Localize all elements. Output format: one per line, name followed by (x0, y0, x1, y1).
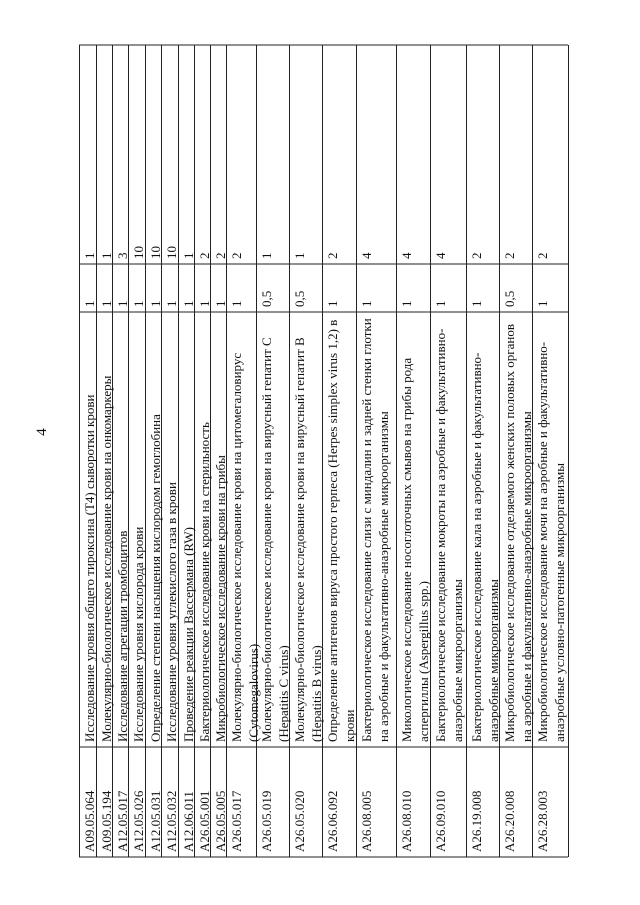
count-value: 2 (229, 252, 244, 259)
frequency-value: 1 (535, 300, 550, 307)
count-value: 4 (433, 252, 448, 259)
frequency-value: 1 (82, 300, 97, 307)
frequency-value: 0,5 (292, 290, 307, 307)
service-code: A26.05.017 (229, 790, 244, 852)
count-value: 1 (82, 252, 97, 259)
frequency-value: 0,5 (502, 290, 517, 307)
service-name: Молекулярно-биологическое исследование крови на вирусный гепатит С (Hepatitis C virus) (259, 337, 291, 742)
service-code: A26.05.020 (292, 790, 307, 852)
service-name: Микробиологическое исследование мочи на аэробные и факультативно-анаэробные условно-патогенные микроорганизмы (535, 341, 567, 742)
service-name: Исследование агрегации тромбоцитов (115, 530, 130, 742)
count-value: 2 (325, 252, 340, 259)
frequency-value: 1 (433, 300, 448, 307)
frequency-value: 1 (131, 300, 146, 307)
service-name: Молекулярно-биологическое исследование крови на цитомегаловирус (Cytomegalovirus) (229, 352, 261, 742)
count-value: 1 (99, 252, 114, 259)
service-code: A12.05.032 (164, 790, 179, 852)
count-value: 2 (197, 252, 212, 259)
count-value: 3 (115, 252, 130, 259)
count-value: 2 (213, 252, 228, 259)
count-value: 1 (181, 252, 196, 259)
frequency-value: 1 (99, 300, 114, 307)
service-name: Молекулярно-биологическое исследование крови на вирусный гепатит В (Hepatitis B virus) (292, 337, 324, 742)
service-name: Микробиологическое исследование крови на грибы (213, 455, 228, 742)
service-code: A26.06.092 (325, 790, 340, 852)
frequency-value: 1 (148, 300, 163, 307)
page-number: 4 (34, 428, 50, 436)
service-code: A26.05.019 (259, 790, 274, 852)
service-code: A26.05.005 (213, 790, 228, 852)
service-code: A12.05.031 (148, 790, 163, 852)
frequency-value: 1 (359, 300, 374, 307)
service-code: A12.05.026 (131, 790, 146, 852)
frequency-value: 0,5 (259, 290, 274, 307)
frequency-value: 1 (399, 300, 414, 307)
frequency-value: 1 (197, 300, 212, 307)
service-code: A26.08.010 (399, 790, 414, 852)
service-name: Проведение реакции Вассермана (RW) (181, 527, 196, 742)
service-name: Микологическое исследование носоглоточных смывов на грибы рода аспергиллы (Aspergillus spp.) (399, 357, 431, 742)
service-code: A12.05.017 (115, 790, 130, 852)
service-code: A26.28.003 (535, 790, 550, 852)
service-name: Бактериологическое исследование кала на аэробные и факультативно-анаэробные микроорганизмы (469, 352, 501, 742)
count-value: 10 (131, 246, 146, 259)
service-code: A26.19.008 (469, 790, 484, 852)
count-value: 2 (535, 252, 550, 259)
service-name: Бактериологическое исследование мокроты на аэробные и факультативно-анаэробные микроорганизмы (433, 328, 465, 742)
count-value: 4 (399, 252, 414, 259)
frequency-value: 1 (115, 300, 130, 307)
frequency-value: 1 (181, 300, 196, 307)
count-value: 10 (164, 246, 179, 259)
service-name: Исследование уровня углекислого газа в крови (164, 482, 179, 742)
count-value: 1 (292, 252, 307, 259)
service-code: A26.08.005 (359, 790, 374, 852)
service-code: A09.05.194 (99, 790, 114, 852)
service-name: Исследование уровня кислорода крови (131, 526, 146, 742)
service-code: A26.20.008 (502, 790, 517, 852)
service-name: Бактериологическое исследование крови на стерильность (197, 422, 212, 742)
service-name: Определение степени насыщения кислородом гемоглобина (148, 414, 163, 742)
frequency-value: 1 (229, 300, 244, 307)
count-value: 4 (359, 252, 374, 259)
service-code: A26.05.001 (197, 790, 212, 852)
service-code: A09.05.064 (82, 790, 97, 852)
service-code: A12.06.011 (181, 791, 196, 852)
count-value: 2 (502, 252, 517, 259)
service-name: Исследование уровня общего тироксина (Т4) сыворотки крови (82, 394, 97, 742)
count-value: 1 (259, 252, 274, 259)
frequency-value: 1 (213, 300, 228, 307)
service-name: Микробиологическое исследование отделяемого женских половых органов на аэробные и факультативно-анаэробные микроорганизмы (502, 324, 534, 742)
frequency-value: 1 (469, 300, 484, 307)
service-name: Молекулярно-биологическое исследование крови на онкомаркеры (99, 375, 114, 742)
frequency-value: 1 (164, 300, 179, 307)
service-code: A26.09.010 (433, 790, 448, 852)
frequency-value: 1 (325, 300, 340, 307)
service-name: Бактериологическое исследование слизи с миндалин и задней стенки глотки на аэробные и факультативно-анаэробные микроорганизмы (359, 318, 391, 742)
count-value: 2 (469, 252, 484, 259)
count-value: 10 (148, 246, 163, 259)
services-table (79, 45, 614, 857)
service-name: Определение антигенов вируса простого герпеса (Herpes simplex virus 1,2) в крови (325, 319, 357, 742)
